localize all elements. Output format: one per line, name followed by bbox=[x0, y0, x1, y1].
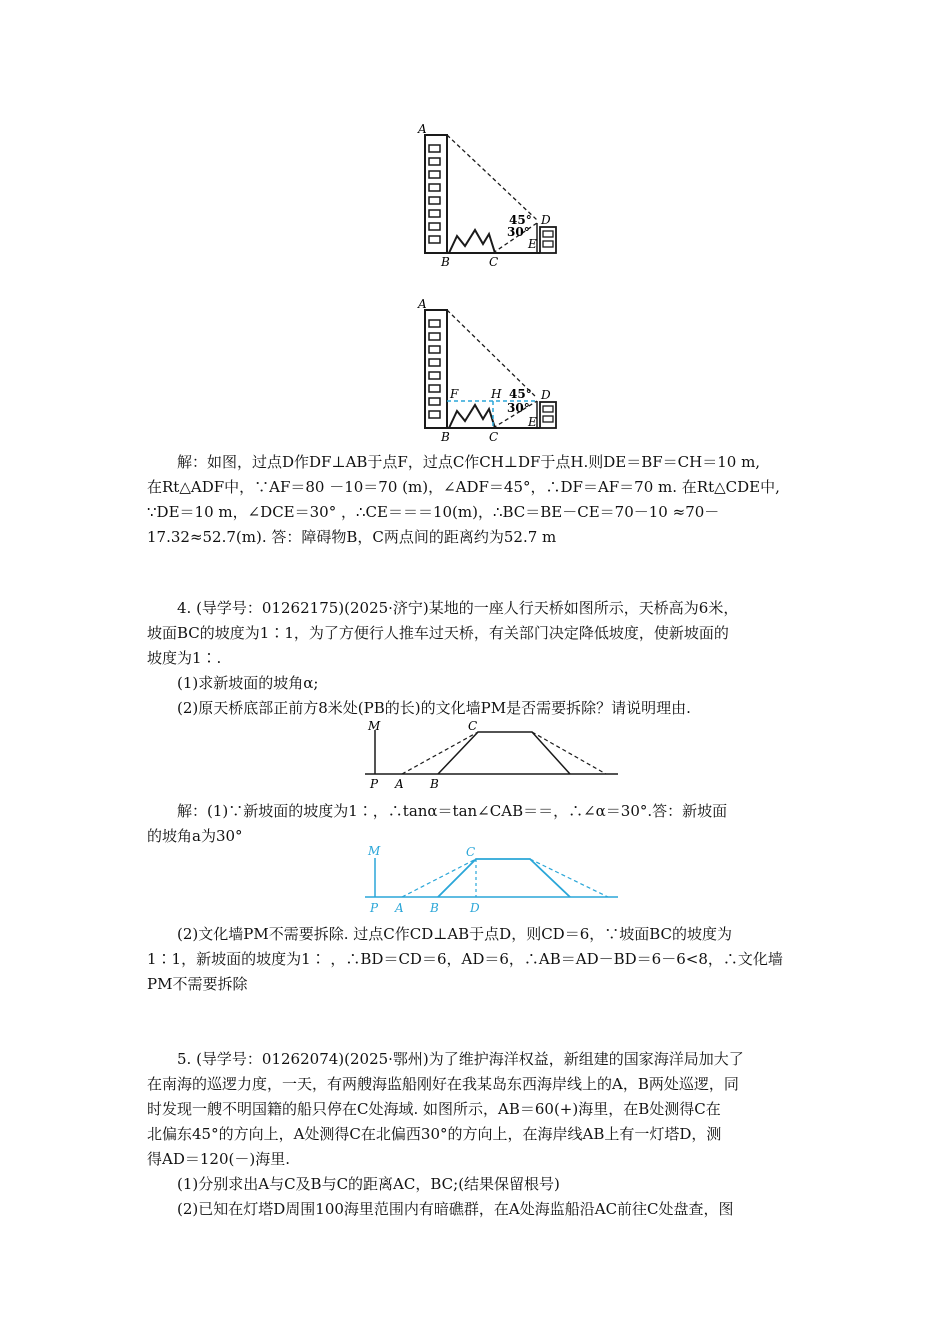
label-A: A bbox=[395, 777, 404, 791]
label-E: E bbox=[528, 237, 537, 251]
angle-45: 45° bbox=[509, 387, 532, 401]
label-B: B bbox=[430, 777, 439, 791]
label-H: H bbox=[491, 387, 502, 401]
angle-45: 45° bbox=[509, 213, 532, 227]
problem-4-line-2: 坡面BC的坡度为1∶1，为了方便行人推车过天桥，有关部门决定降低坡度，使新坡面的 bbox=[147, 624, 729, 642]
solution-3-line-4: 17.32≈52.7(m). 答：障碍物B，C两点间的距离约为52.7 m bbox=[147, 528, 557, 546]
label-P: P bbox=[370, 777, 379, 791]
label-D: D bbox=[541, 213, 551, 227]
figure-footbridge-solution bbox=[360, 840, 620, 920]
label-M: M bbox=[368, 844, 381, 858]
figure-building-obstacle bbox=[415, 120, 565, 270]
problem-5-line-3: 时发现一艘不明国籍的船只停在C处海域. 如图所示，AB＝60(+)海里，在B处测得C在 bbox=[147, 1100, 721, 1118]
problem-5-part-2: (2)已知在灯塔D周围100海里范围内有暗礁群，在A处海监船沿AC前往C处盘查，图 bbox=[177, 1200, 734, 1218]
problem-4 bbox=[147, 596, 807, 721]
solution-4-part-1-line-1: 解：(1)∵新坡面的坡度为1∶，∴tanα＝tan∠CAB＝＝，∴∠α＝30°.答：新坡面 bbox=[177, 802, 728, 820]
solution-4-part-2-line-2: 1∶1，新坡面的坡度为1∶ ，∴BD＝CD＝6，AD＝6，∴AB＝AD－BD＝6－6<8，∴文化墙 bbox=[147, 950, 783, 968]
label-E: E bbox=[528, 415, 537, 429]
label-A: A bbox=[418, 297, 427, 311]
figure-building-obstacle-solution bbox=[415, 295, 565, 445]
problem-4-line-3: 坡度为1∶. bbox=[147, 649, 222, 667]
label-F: F bbox=[450, 387, 459, 401]
label-C: C bbox=[489, 255, 499, 269]
angle-30: 30° bbox=[507, 401, 530, 415]
problem-5-line-5: 得AD＝120(－)海里. bbox=[147, 1150, 290, 1168]
solution-3 bbox=[147, 450, 807, 550]
label-D: D bbox=[470, 901, 480, 915]
label-P: P bbox=[370, 901, 379, 915]
label-B: B bbox=[441, 430, 450, 444]
label-C: C bbox=[468, 719, 478, 733]
solution-4-part-2-line-1: (2)文化墙PM不需要拆除. 过点C作CD⊥AB于点D，则CD＝6，∵坡面BC的坡度为 bbox=[177, 925, 733, 943]
label-C: C bbox=[466, 845, 476, 859]
solution-4-part-1-line-2: 的坡角a为30° bbox=[147, 827, 243, 845]
problem-5-line-4: 北偏东45°的方向上，A处测得C在北偏西30°的方向上，在海岸线AB上有一灯塔D，测 bbox=[147, 1125, 722, 1143]
label-B: B bbox=[441, 255, 450, 269]
label-C: C bbox=[489, 430, 499, 444]
label-A: A bbox=[395, 901, 404, 915]
problem-5-line-2: 在南海的巡逻力度，一天，有两艘海监船刚好在我某岛东西海岸线上的A，B两处巡逻，同 bbox=[147, 1075, 739, 1093]
problem-4-part-1: (1)求新坡面的坡角α; bbox=[177, 674, 319, 692]
problem-5-line-1: 5. (导学号：01262074)(2025·鄂州)为了维护海洋权益，新组建的国家海洋局加大了 bbox=[177, 1050, 744, 1068]
label-A: A bbox=[418, 122, 427, 136]
problem-4-line-1: 4. (导学号：01262175)(2025·济宁)某地的一座人行天桥如图所示，天桥高为6米， bbox=[177, 599, 739, 617]
label-B: B bbox=[430, 901, 439, 915]
problem-5 bbox=[147, 1047, 807, 1222]
label-D: D bbox=[541, 388, 551, 402]
figure-footbridge bbox=[360, 718, 620, 793]
solution-4-part-2-line-3: PM不需要拆除 bbox=[147, 975, 248, 993]
problem-5-part-1: (1)分别求出A与C及B与C的距离AC，BC;(结果保留根号) bbox=[177, 1175, 560, 1193]
solution-3-line-3: ∵DE＝10 m，∠DCE＝30° ，∴CE＝＝＝10(m)，∴BC＝BE－CE＝70－10 ≈70－ bbox=[147, 503, 720, 521]
solution-4-part-2 bbox=[147, 922, 807, 997]
solution-3-line-2: 在Rt△ADF中，∵AF＝80 －10＝70 (m)，∠ADF＝45°，∴DF＝AF＝70 m. 在Rt△CDE中, bbox=[147, 478, 780, 496]
label-M: M bbox=[368, 719, 381, 733]
problem-4-part-2: (2)原天桥底部正前方8米处(PB的长)的文化墙PM是否需要拆除？请说明理由. bbox=[177, 699, 691, 717]
angle-30: 30° bbox=[507, 225, 530, 239]
solution-3-line-1: 解：如图，过点D作DF⊥AB于点F，过点C作CH⊥DF于点H.则DE＝BF＝CH＝10 m, bbox=[177, 453, 761, 471]
